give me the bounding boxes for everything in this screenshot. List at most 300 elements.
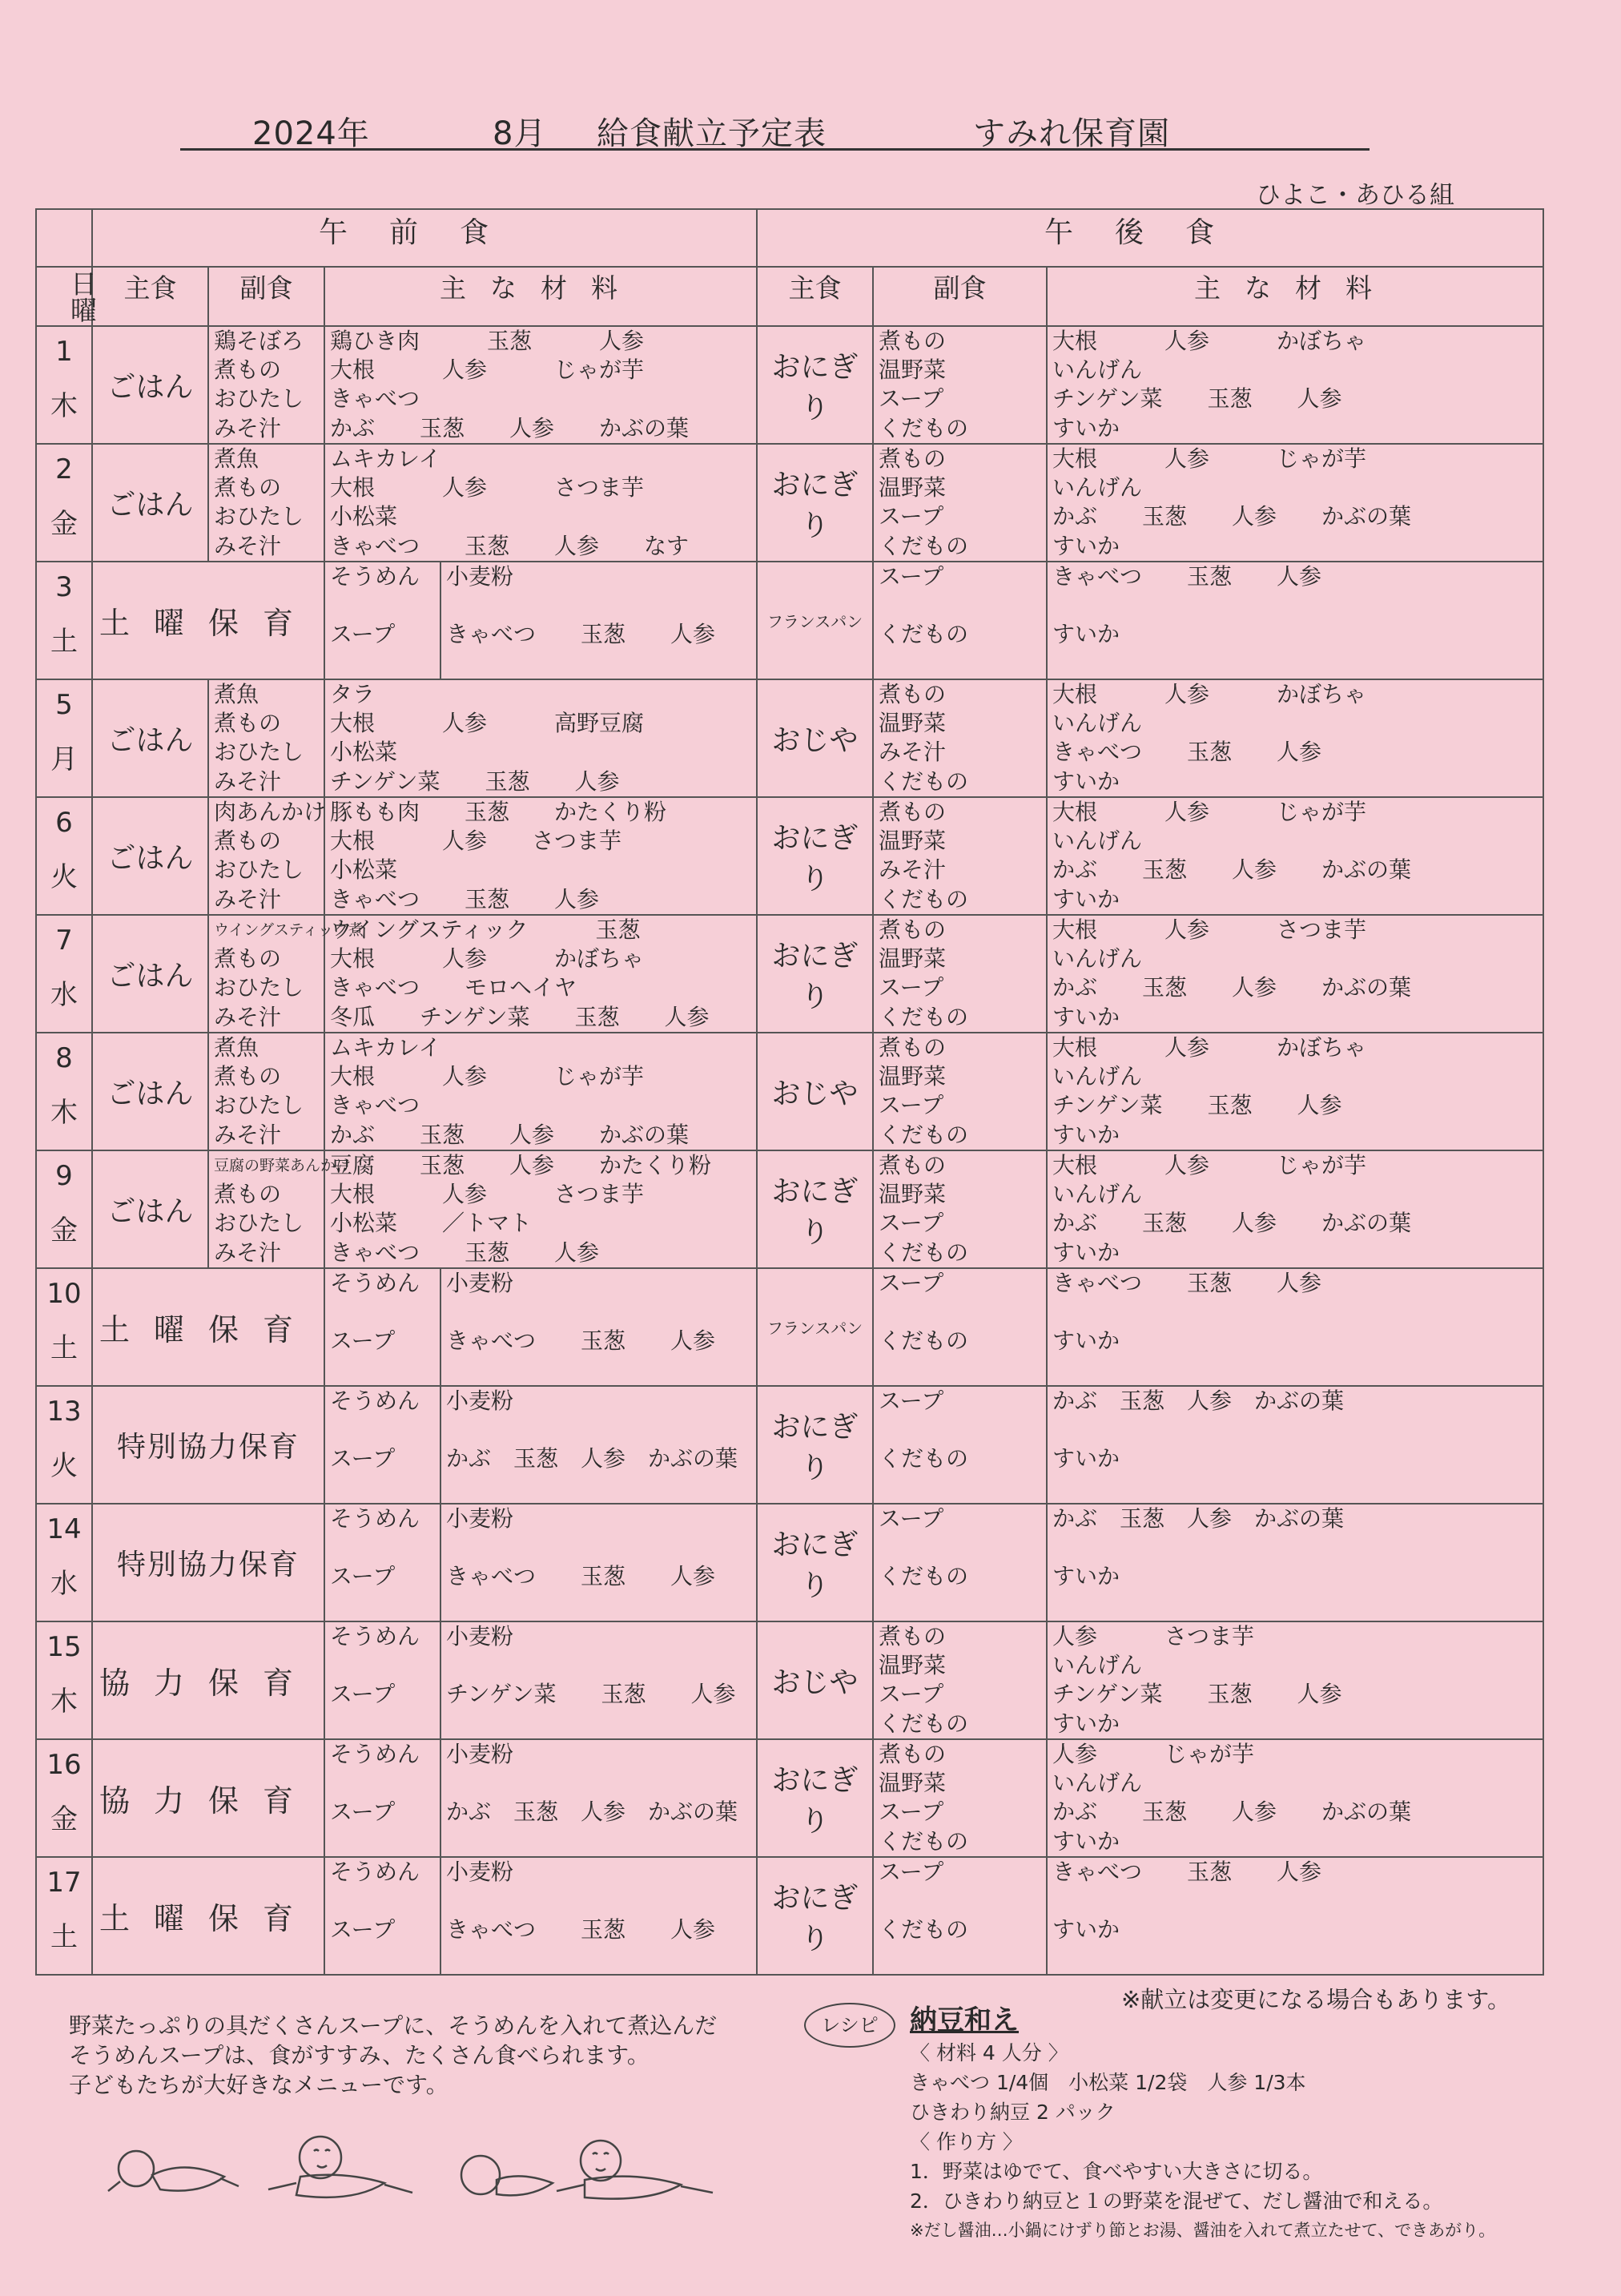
pm-side-line: くだもの bbox=[879, 1121, 969, 1148]
date-cell bbox=[36, 1033, 92, 1150]
date-cell bbox=[36, 1621, 92, 1739]
am-side-line: 煮もの bbox=[214, 1181, 282, 1208]
am-ingredients-line: 冬瓜 チンゲン菜 玉葱 人参 bbox=[330, 1003, 710, 1030]
am-main-dish bbox=[324, 1621, 440, 1739]
am-ingredients-line: かぶ 玉葱 人参 かぶの葉 bbox=[330, 414, 690, 441]
pm-ingredients-line: いんげん bbox=[1052, 1770, 1143, 1797]
date-weekday-header: 日曜 bbox=[36, 267, 92, 326]
am-side-line: 煮魚 bbox=[214, 681, 259, 707]
am-staple: ごはん bbox=[92, 679, 208, 797]
date-cell bbox=[36, 1268, 92, 1386]
pm-side-line: くだもの bbox=[879, 767, 969, 795]
description-line: 野菜たっぷりの具だくさんスープに、そうめんを入れて煮込んだ bbox=[69, 2012, 718, 2039]
date-number: 2 bbox=[55, 453, 73, 485]
am-main-dish-line: スープ bbox=[330, 1445, 396, 1472]
pm-ingredients-line: かぶ 玉葱 人参 かぶの葉 bbox=[1052, 1388, 1345, 1414]
pm-staple: おじや bbox=[757, 679, 873, 797]
am-ingredients-line: かぶ 玉葱 人参 かぶの葉 bbox=[446, 1799, 738, 1825]
pm-side-line: スープ bbox=[879, 1681, 944, 1708]
am-ingredients-line: 小麦粉 bbox=[446, 1859, 514, 1885]
date-number: 9 bbox=[55, 1160, 73, 1192]
pm-ingredients-line: かぶ 玉葱 人参 かぶの葉 bbox=[1052, 974, 1412, 1001]
pm-ingredients-line: すいか bbox=[1052, 1916, 1120, 1943]
pm-side bbox=[873, 797, 1047, 915]
am-ingredients-header: 主な材料 bbox=[324, 267, 757, 326]
pm-ingredients-line: すいか bbox=[1052, 1003, 1120, 1030]
pm-staple: おにぎり bbox=[757, 326, 873, 444]
am-ingredients-line: 小麦粉 bbox=[446, 1623, 514, 1649]
pm-side-line: 煮もの bbox=[879, 328, 947, 354]
children-illustration bbox=[104, 2127, 761, 2215]
am-side bbox=[208, 679, 324, 797]
pm-ingredients-line: きゃべつ 玉葱 人参 bbox=[1052, 1270, 1322, 1296]
recipe-step: 1．野菜はゆでて、食べやすい大きさに切る。 bbox=[910, 2160, 1323, 2183]
am-side bbox=[208, 915, 364, 1033]
pm-ingredients bbox=[1047, 1033, 1543, 1150]
description-line: そうめんスープは、食がすすみ、たくさん食べられます。 bbox=[69, 2042, 650, 2068]
am-ingredients-line: チンゲン菜 玉葱 人参 bbox=[446, 1681, 736, 1707]
am-main-dish-line: そうめん bbox=[330, 1623, 420, 1649]
am-ingredients bbox=[324, 797, 757, 915]
menu-day-row bbox=[36, 797, 1543, 915]
pm-ingredients bbox=[1047, 797, 1543, 915]
pm-ingredients-line: 大根 人参 かぼちゃ bbox=[1052, 328, 1367, 354]
title-bar bbox=[180, 107, 1370, 151]
pm-ingredients-line: すいか bbox=[1052, 1445, 1120, 1472]
pm-ingredients-line: きゃべつ 玉葱 人参 bbox=[1052, 1859, 1322, 1885]
pm-side-header: 副食 bbox=[873, 267, 1047, 326]
am-program-label: 特別協力保育 bbox=[92, 1386, 324, 1504]
pm-ingredients-line: いんげん bbox=[1052, 1181, 1143, 1208]
am-main-dish-line: スープ bbox=[330, 1916, 396, 1943]
am-ingredients-line: 鶏ひき肉 玉葱 人参 bbox=[330, 328, 645, 354]
am-side-line: 煮もの bbox=[214, 474, 282, 501]
am-side bbox=[208, 444, 324, 562]
am-ingredients bbox=[324, 326, 757, 444]
am-ingredients bbox=[324, 1033, 757, 1150]
am-ingredients-line: きゃべつ 玉葱 人参 bbox=[330, 885, 600, 912]
weekday: 金 bbox=[50, 1214, 78, 1247]
am-ingredients-line: タラ bbox=[330, 681, 376, 707]
pm-ingredients-line: チンゲン菜 玉葱 人参 bbox=[1052, 1092, 1342, 1119]
pm-side bbox=[873, 1386, 1047, 1504]
pm-ingredients-line: すいか bbox=[1052, 532, 1120, 559]
am-ingredients bbox=[324, 444, 757, 562]
pm-side-line: くだもの bbox=[879, 1916, 969, 1943]
am-ingredients-line: きゃべつ 玉葱 人参 なす bbox=[330, 532, 690, 559]
am-program-label: 協力保育 bbox=[92, 1739, 324, 1857]
pm-ingredients-line: 大根 人参 かぼちゃ bbox=[1052, 1034, 1367, 1061]
am-side-line: 煮もの bbox=[214, 828, 282, 855]
pm-ingredients-line: 人参 じゃが芋 bbox=[1052, 1741, 1255, 1767]
am-ingredients-line: 小松菜 bbox=[330, 739, 398, 766]
description bbox=[69, 2011, 717, 2100]
date-cell bbox=[36, 562, 92, 679]
date-number: 5 bbox=[55, 689, 73, 721]
weekday: 木 bbox=[50, 1097, 78, 1129]
pm-ingredients bbox=[1047, 679, 1543, 797]
date-cell bbox=[36, 1857, 92, 1975]
pm-side-line: 温野菜 bbox=[879, 1063, 947, 1090]
weekday: 火 bbox=[50, 1450, 78, 1482]
am-side bbox=[208, 1150, 352, 1268]
am-staple-header: 主食 bbox=[92, 267, 208, 326]
am-side-line: みそ汁 bbox=[214, 1239, 282, 1266]
recipe-ingredients-header: 〈 材料 4 人分 〉 bbox=[910, 2041, 1068, 2064]
am-ingredients-line: 小麦粉 bbox=[446, 1505, 514, 1532]
am-side-line: 肉あんかけ bbox=[214, 799, 327, 825]
pm-ingredients-line: 大根 人参 じゃが芋 bbox=[1052, 1152, 1367, 1178]
pm-ingredients-line: 人参 さつま芋 bbox=[1052, 1623, 1255, 1649]
year: 2024年 bbox=[252, 115, 370, 152]
am-side-line: みそ汁 bbox=[214, 1121, 282, 1148]
pm-side bbox=[873, 1857, 1047, 1975]
am-program-label: 特別協力保育 bbox=[92, 1504, 324, 1621]
am-main-dish bbox=[324, 1268, 440, 1386]
am-staple: ごはん bbox=[92, 444, 208, 562]
weekday: 水 bbox=[50, 979, 78, 1011]
am-main-dish bbox=[324, 1386, 440, 1504]
header-blank bbox=[36, 209, 92, 267]
am-side-line: おひたし bbox=[214, 1210, 304, 1237]
weekday: 金 bbox=[50, 1803, 78, 1835]
am-side-line: 煮魚 bbox=[214, 1034, 259, 1061]
am-ingredients bbox=[440, 1739, 757, 1857]
pm-ingredients-line: すいか bbox=[1052, 767, 1120, 795]
recipe-steps-header: 〈 作り方 〉 bbox=[910, 2130, 1023, 2153]
pm-side-line: スープ bbox=[879, 563, 944, 590]
am-ingredients bbox=[440, 1268, 757, 1386]
pm-staple: フランスパン bbox=[757, 1268, 873, 1386]
menu-day-row bbox=[36, 1621, 1543, 1739]
am-ingredients bbox=[440, 1621, 757, 1739]
pm-side-line: 温野菜 bbox=[879, 1652, 947, 1679]
pm-ingredients-line: すいか bbox=[1052, 414, 1120, 441]
pm-side bbox=[873, 444, 1047, 562]
am-ingredients bbox=[324, 679, 757, 797]
am-ingredients-line: かぶ 玉葱 人参 かぶの葉 bbox=[446, 1445, 738, 1472]
pm-side-line: スープ bbox=[879, 503, 944, 530]
am-staple: ごはん bbox=[92, 797, 208, 915]
am-ingredients-line: 大根 人参 さつま芋 bbox=[330, 828, 622, 855]
recipe-title: 納豆和え bbox=[910, 2004, 1019, 2036]
pm-side-line: 煮もの bbox=[879, 1623, 947, 1649]
date-number: 8 bbox=[55, 1042, 73, 1074]
pm-ingredients-line: すいか bbox=[1052, 1121, 1120, 1148]
am-side-line: 煮もの bbox=[214, 945, 282, 973]
weekday: 木 bbox=[50, 1686, 78, 1718]
weekday: 火 bbox=[50, 861, 78, 893]
pm-side-line: くだもの bbox=[879, 1827, 969, 1855]
pm-side-line: くだもの bbox=[879, 532, 969, 559]
am-side-line: みそ汁 bbox=[214, 1003, 282, 1030]
am-ingredients bbox=[440, 1386, 757, 1504]
pm-side-line: スープ bbox=[879, 1270, 944, 1296]
date-cell bbox=[36, 797, 92, 915]
am-side bbox=[208, 797, 327, 915]
pm-staple: おにぎり bbox=[757, 444, 873, 562]
recipe-badge: レシピ bbox=[804, 2003, 895, 2048]
date-cell bbox=[36, 1386, 92, 1504]
am-ingredients-line: ムキカレイ bbox=[330, 445, 441, 472]
pm-side-line: スープ bbox=[879, 1859, 944, 1885]
pm-side-line: 煮もの bbox=[879, 916, 947, 943]
pm-ingredients-line: すいか bbox=[1052, 621, 1120, 647]
am-ingredients-line: 大根 人参 さつま芋 bbox=[330, 1181, 645, 1208]
date-cell bbox=[36, 444, 92, 562]
am-main-dish-line: そうめん bbox=[330, 1741, 420, 1767]
pm-side-line: くだもの bbox=[879, 621, 969, 647]
pm-side-line: スープ bbox=[879, 974, 944, 1001]
am-side-line: 煮もの bbox=[214, 1063, 282, 1090]
pm-side-line: 温野菜 bbox=[879, 356, 947, 384]
am-side-header: 副食 bbox=[208, 267, 324, 326]
menu-day-row bbox=[36, 1857, 1543, 1975]
pm-staple: おじや bbox=[757, 1621, 873, 1739]
pm-side-line: 温野菜 bbox=[879, 1770, 947, 1797]
am-main-dish-line: スープ bbox=[330, 1563, 396, 1589]
pm-ingredients bbox=[1047, 444, 1543, 562]
pm-side-line: スープ bbox=[879, 1505, 944, 1532]
pm-side-line: 温野菜 bbox=[879, 474, 947, 501]
menu-day-row bbox=[36, 1504, 1543, 1621]
am-side-line: おひたし bbox=[214, 739, 304, 766]
pm-ingredients-line: 大根 人参 じゃが芋 bbox=[1052, 799, 1367, 825]
am-side-line: みそ汁 bbox=[214, 532, 282, 559]
menu-day-row bbox=[36, 679, 1543, 797]
pm-staple: おにぎり bbox=[757, 1857, 873, 1975]
menu-day-row bbox=[36, 1268, 1543, 1386]
pm-side-line: 温野菜 bbox=[879, 1181, 947, 1208]
pm-ingredients-line: すいか bbox=[1052, 885, 1120, 912]
menu-day-row bbox=[36, 1150, 1543, 1268]
pm-ingredients-header: 主な材料 bbox=[1047, 267, 1543, 326]
pm-side-line: スープ bbox=[879, 1799, 944, 1826]
am-side-line: 煮もの bbox=[214, 356, 282, 384]
am-side-line: おひたし bbox=[214, 385, 304, 413]
pm-side bbox=[873, 915, 1047, 1033]
am-ingredients-line: きゃべつ 玉葱 人参 bbox=[446, 1327, 716, 1354]
pm-ingredients bbox=[1047, 1739, 1543, 1857]
am-ingredients-line: チンゲン菜 玉葱 人参 bbox=[330, 767, 620, 795]
am-main-dish bbox=[324, 1857, 440, 1975]
pm-ingredients-line: かぶ 玉葱 人参 かぶの葉 bbox=[1052, 1210, 1412, 1237]
menu-day-row bbox=[36, 915, 1543, 1033]
menu-table bbox=[35, 208, 1544, 1976]
pm-ingredients-line: いんげん bbox=[1052, 945, 1143, 973]
am-main-dish bbox=[324, 1504, 440, 1621]
am-staple: ごはん bbox=[92, 915, 208, 1033]
pm-ingredients-line: 大根 人参 かぼちゃ bbox=[1052, 681, 1367, 707]
pm-side-line: くだもの bbox=[879, 1563, 969, 1589]
pm-side-line: くだもの bbox=[879, 1327, 969, 1354]
pm-side bbox=[873, 1268, 1047, 1386]
pm-ingredients-line: きゃべつ 玉葱 人参 bbox=[1052, 563, 1322, 590]
am-ingredients-line: 小麦粉 bbox=[446, 1270, 514, 1296]
date-cell bbox=[36, 1739, 92, 1857]
menu-day-row bbox=[36, 562, 1543, 679]
am-ingredients-line: 豆腐 玉葱 人参 かたくり粉 bbox=[330, 1152, 712, 1178]
pm-side bbox=[873, 1504, 1047, 1621]
recipe-ingredient: きゃべつ 1/4個 小松菜 1/2袋 人参 1/3本 bbox=[910, 2071, 1306, 2094]
am-program-label: 協力保育 bbox=[92, 1621, 324, 1739]
pm-side-line: 煮もの bbox=[879, 681, 947, 707]
date-number: 6 bbox=[55, 807, 73, 839]
am-side-line: おひたし bbox=[214, 856, 304, 884]
weekday: 土 bbox=[50, 1921, 78, 1953]
pm-ingredients-line: チンゲン菜 玉葱 人参 bbox=[1052, 385, 1342, 413]
date-number: 7 bbox=[55, 924, 73, 957]
am-side-line: みそ汁 bbox=[214, 414, 282, 441]
am-main-dish-line: そうめん bbox=[330, 1859, 420, 1885]
pm-side bbox=[873, 326, 1047, 444]
weekday: 土 bbox=[50, 1332, 78, 1364]
am-side bbox=[208, 1033, 324, 1150]
pm-staple: おにぎり bbox=[757, 915, 873, 1033]
pm-side-line: 温野菜 bbox=[879, 710, 947, 737]
recipe-step: 2．ひきわり納豆と１の野菜を混ぜて、だし醤油で和える。 bbox=[910, 2189, 1443, 2213]
am-ingredients bbox=[324, 1150, 757, 1268]
am-ingredients-line: きゃべつ 玉葱 人参 bbox=[446, 1916, 716, 1943]
am-staple: ごはん bbox=[92, 1033, 208, 1150]
pm-staple: おじや bbox=[757, 1033, 873, 1150]
pm-ingredients-line: いんげん bbox=[1052, 356, 1143, 384]
am-staple: ごはん bbox=[92, 326, 208, 444]
am-ingredients-line: きゃべつ bbox=[330, 1092, 420, 1119]
pm-ingredients-line: いんげん bbox=[1052, 1063, 1143, 1090]
pm-side-line: スープ bbox=[879, 1092, 944, 1119]
am-side-line: おひたし bbox=[214, 974, 304, 1001]
am-side bbox=[208, 326, 324, 444]
pm-side-line: くだもの bbox=[879, 1003, 969, 1030]
date-number: 10 bbox=[46, 1278, 82, 1310]
pm-staple: おにぎり bbox=[757, 1386, 873, 1504]
pm-ingredients-line: きゃべつ 玉葱 人参 bbox=[1052, 739, 1322, 766]
am-side-line: みそ汁 bbox=[214, 885, 282, 912]
am-side-line: 煮魚 bbox=[214, 445, 259, 472]
recipe bbox=[910, 2003, 1495, 2246]
pm-ingredients bbox=[1047, 1150, 1543, 1268]
am-ingredients-line: 大根 人参 じゃが芋 bbox=[330, 356, 645, 384]
morning-header: 午前食 bbox=[92, 209, 757, 267]
am-ingredients bbox=[324, 915, 757, 1033]
pm-ingredients bbox=[1047, 1621, 1543, 1739]
am-ingredients-line: ウイングスティック 玉葱 bbox=[330, 916, 641, 943]
date-cell bbox=[36, 679, 92, 797]
pm-staple: おにぎり bbox=[757, 1739, 873, 1857]
recipe-footnote: ※だし醤油…小鍋にけずり節とお湯、醤油を入れて煮立たせて、できあがり。 bbox=[910, 2221, 1496, 2240]
pm-side-line: 煮もの bbox=[879, 1034, 947, 1061]
date-cell bbox=[36, 326, 92, 444]
date-number: 16 bbox=[46, 1749, 82, 1781]
pm-staple: おにぎり bbox=[757, 797, 873, 915]
am-main-dish-line: スープ bbox=[330, 1327, 396, 1354]
am-side-line: みそ汁 bbox=[214, 767, 282, 795]
pm-side bbox=[873, 562, 1047, 679]
pm-ingredients bbox=[1047, 1857, 1543, 1975]
pm-staple: おにぎり bbox=[757, 1504, 873, 1621]
am-ingredients-line: 小松菜 bbox=[330, 856, 398, 884]
pm-ingredients-line: すいか bbox=[1052, 1239, 1120, 1266]
pm-side bbox=[873, 1033, 1047, 1150]
am-ingredients bbox=[440, 562, 757, 679]
date-cell bbox=[36, 1504, 92, 1621]
pm-ingredients-line: いんげん bbox=[1052, 474, 1143, 501]
pm-ingredients-line: いんげん bbox=[1052, 710, 1143, 737]
pm-ingredients bbox=[1047, 326, 1543, 444]
date-number: 1 bbox=[55, 336, 73, 368]
am-side-line: おひたし bbox=[214, 503, 304, 530]
pm-ingredients bbox=[1047, 1504, 1543, 1621]
pm-ingredients-line: すいか bbox=[1052, 1710, 1120, 1737]
am-ingredients-line: 小松菜 bbox=[330, 503, 398, 530]
weekday: 月 bbox=[50, 743, 78, 775]
am-main-dish-line: スープ bbox=[330, 1681, 396, 1707]
pm-staple-header: 主食 bbox=[757, 267, 873, 326]
pm-side-line: くだもの bbox=[879, 1239, 969, 1266]
am-side-line: ウイングスティック煮 bbox=[214, 921, 364, 939]
class-name: ひよこ・あひる組 bbox=[1256, 181, 1454, 210]
am-main-dish-line: そうめん bbox=[330, 563, 420, 590]
am-main-dish-line: そうめん bbox=[330, 1388, 420, 1414]
pm-ingredients-line: すいか bbox=[1052, 1827, 1120, 1855]
am-ingredients bbox=[440, 1504, 757, 1621]
pm-side-line: みそ汁 bbox=[879, 739, 947, 766]
pm-ingredients-line: すいか bbox=[1052, 1563, 1120, 1589]
pm-side bbox=[873, 1739, 1047, 1857]
am-side-line: 煮もの bbox=[214, 710, 282, 737]
pm-staple: フランスパン bbox=[757, 562, 873, 679]
am-ingredients-line: きゃべつ モロヘイヤ bbox=[330, 974, 577, 1001]
am-program-label: 土曜保育 bbox=[92, 1268, 324, 1386]
month: 8月 bbox=[493, 115, 547, 152]
pm-side bbox=[873, 679, 1047, 797]
menu-day-row bbox=[36, 1739, 1543, 1857]
pm-ingredients bbox=[1047, 1268, 1543, 1386]
date-number: 3 bbox=[55, 571, 73, 603]
pm-ingredients-line: いんげん bbox=[1052, 828, 1143, 855]
date-number: 13 bbox=[46, 1396, 82, 1428]
am-ingredients-line: きゃべつ 玉葱 人参 bbox=[446, 621, 716, 647]
pm-ingredients-line: 大根 人参 さつま芋 bbox=[1052, 916, 1367, 943]
pm-ingredients-line: いんげん bbox=[1052, 1652, 1143, 1679]
pm-ingredients-line: かぶ 玉葱 人参 かぶの葉 bbox=[1052, 1799, 1412, 1826]
pm-side-line: くだもの bbox=[879, 414, 969, 441]
am-main-dish-line: スープ bbox=[330, 621, 396, 647]
pm-side-line: くだもの bbox=[879, 1445, 969, 1472]
afternoon-header: 午後食 bbox=[757, 209, 1543, 267]
weekday: 木 bbox=[50, 390, 78, 422]
pm-ingredients-line: かぶ 玉葱 人参 かぶの葉 bbox=[1052, 1505, 1345, 1532]
am-main-dish-line: そうめん bbox=[330, 1505, 420, 1532]
menu-day-row bbox=[36, 1386, 1543, 1504]
am-ingredients-line: 大根 人参 じゃが芋 bbox=[330, 1063, 645, 1090]
pm-side bbox=[873, 1621, 1047, 1739]
date-cell bbox=[36, 915, 92, 1033]
menu-day-row bbox=[36, 444, 1543, 562]
recipe-ingredient: ひきわり納豆 2 パック bbox=[910, 2101, 1116, 2124]
pm-side-line: 煮もの bbox=[879, 799, 947, 825]
pm-side-line: スープ bbox=[879, 385, 944, 413]
am-ingredients-line: 小麦粉 bbox=[446, 1741, 514, 1767]
menu-day-row bbox=[36, 326, 1543, 444]
am-side-line: 豆腐の野菜あんかけ bbox=[214, 1157, 352, 1174]
pm-side-line: スープ bbox=[879, 1210, 944, 1237]
am-ingredients-line: きゃべつ 玉葱 人参 bbox=[330, 1239, 600, 1266]
pm-side-line: くだもの bbox=[879, 885, 969, 912]
pm-side bbox=[873, 1150, 1047, 1268]
weekday: 金 bbox=[50, 508, 78, 540]
